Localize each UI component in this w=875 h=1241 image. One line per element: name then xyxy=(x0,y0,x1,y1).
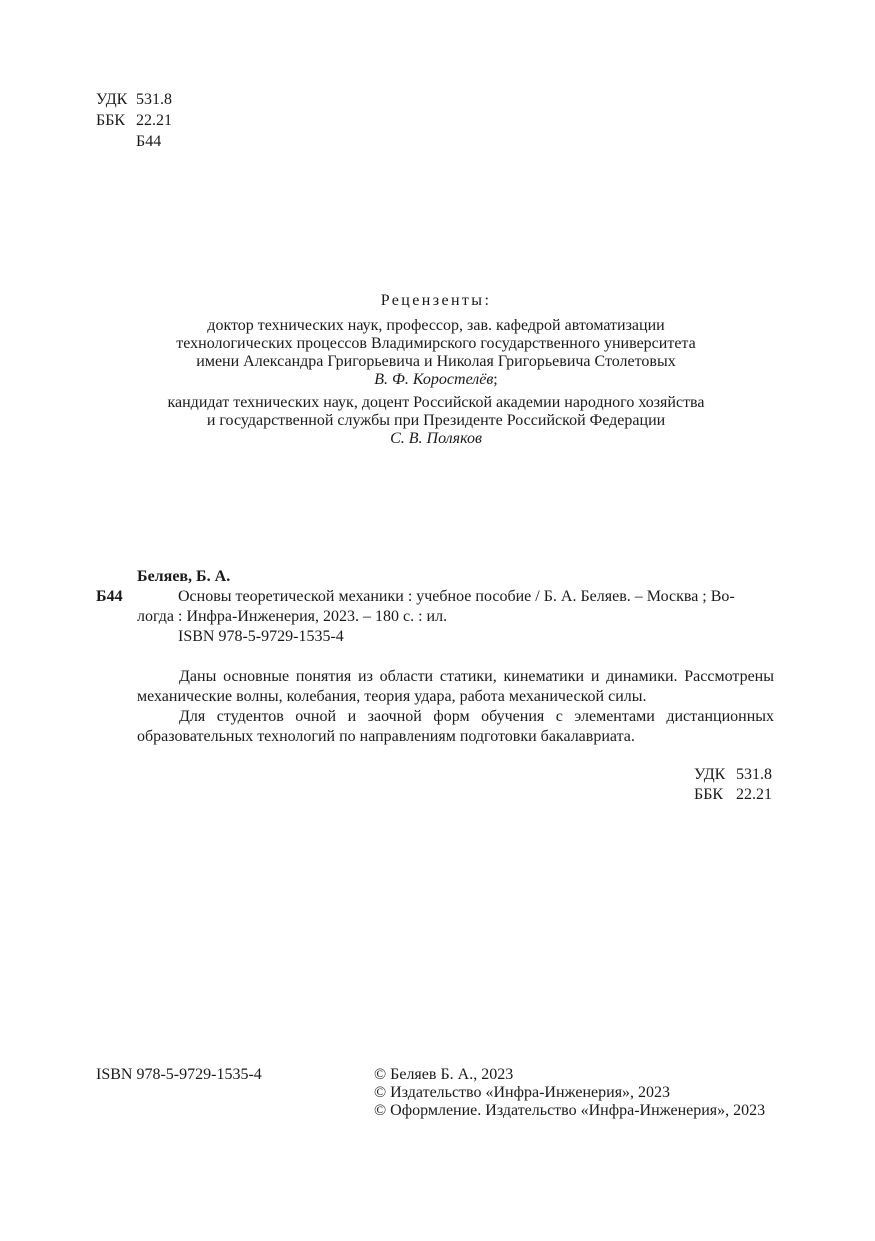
udk-label: УДК xyxy=(96,91,128,108)
udk-label-bottom: УДК xyxy=(694,766,726,783)
copyright-author: © Беляев Б. А., 2023 xyxy=(374,1066,514,1083)
udk-code-top xyxy=(96,90,172,110)
catalog-title-line2: логда : Инфра-Инженерия, 2023. – 180 с. : ил. xyxy=(137,608,448,625)
reviewers-heading: Рецензенты: xyxy=(380,292,492,309)
copyright-publisher: © Издательство «Инфра-Инженерия», 2023 xyxy=(374,1084,671,1101)
bbk-code-top xyxy=(96,111,172,131)
bbk-code-bottom xyxy=(694,785,772,805)
reviewer1-name-line xyxy=(96,370,776,390)
catalog-isbn: ISBN 978-5-9729-1535-4 xyxy=(178,628,344,645)
bbk-label-bottom: ББК xyxy=(694,786,724,803)
catalog-mark: Б44 xyxy=(96,588,123,605)
author-mark-top: Б44 xyxy=(136,133,162,150)
udk-code-bottom xyxy=(694,765,772,785)
annotation-paragraph-1: Даны основные понятия из области статики, кинематики и динамики. Рассмотрены механические волны, колебания, теория удара, работа механической силы. xyxy=(137,668,774,705)
bbk-value: 22.21 xyxy=(136,112,172,129)
reviewer1-line3: имени Александра Григорьевича и Николая Григорьевича Столетовых xyxy=(196,353,676,370)
footer-isbn: ISBN 978-5-9729-1535-4 xyxy=(96,1066,262,1083)
annotation-paragraph-2: Для студентов очной и заочной форм обучения с элементами дистанционных образовательных технологий по направлениям подготовки бакалавриата. xyxy=(137,708,774,745)
bbk-label: ББК xyxy=(96,112,126,129)
reviewer2-line2: и государственной службы при Президенте Российской Федерации xyxy=(206,412,666,429)
catalog-author: Беляев, Б. А. xyxy=(137,568,231,585)
reviewer1-line2: технологических процессов Владимирского государственного университета xyxy=(176,335,696,352)
reviewer1-name: В. Ф. Коростелёв xyxy=(374,371,494,388)
copyright-design: © Оформление. Издательство «Инфра-Инженерия», 2023 xyxy=(374,1102,766,1119)
udk-value-bottom: 531.8 xyxy=(736,766,772,783)
reviewer2-line1: кандидат технических наук, доцент Российской академии народного хозяйства xyxy=(167,394,705,411)
reviewer1-line1: доктор технических наук, профессор, зав. кафедрой автоматизации xyxy=(207,317,665,334)
bbk-value-bottom: 22.21 xyxy=(736,786,772,803)
reviewer2-name: С. В. Поляков xyxy=(390,430,482,447)
udk-value: 531.8 xyxy=(136,91,172,108)
reviewer1-name-suffix: ; xyxy=(493,371,498,388)
catalog-title-line1: Основы теоретической механики : учебное пособие / Б. А. Беляев. – Москва ; Во- xyxy=(178,588,735,605)
